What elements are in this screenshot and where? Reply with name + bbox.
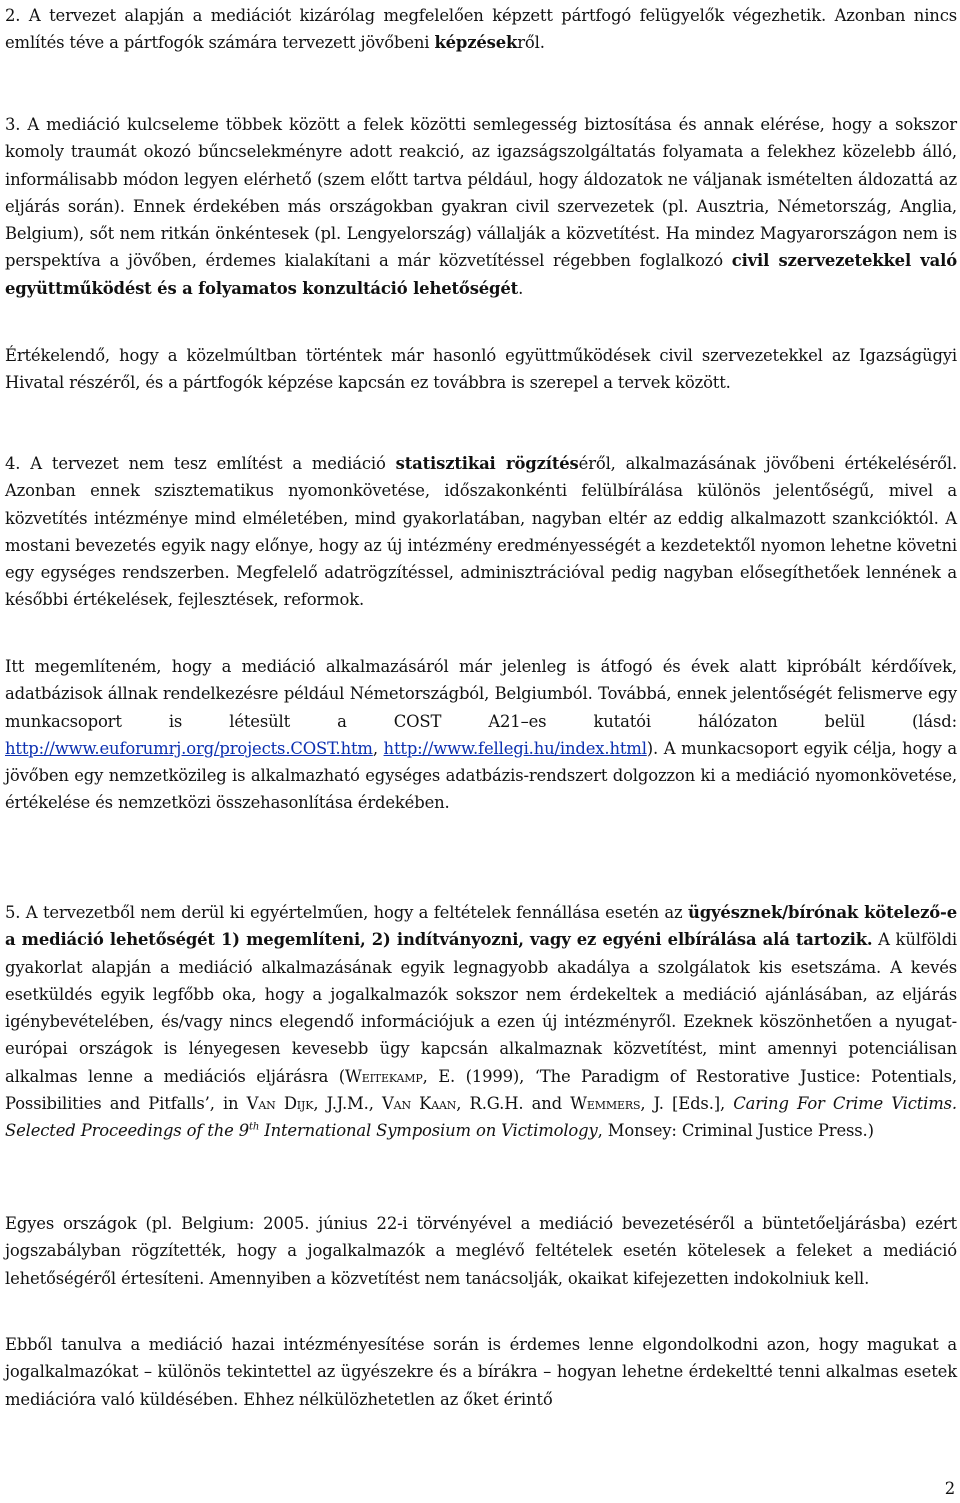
paragraph-4-continued: Itt megemlíteném, hogy a mediáció alkalmazásáról már jelenleg is átfogó és évek alatt kipróbált kérdőívek, adatbázisok állnak rendelkezésre például Németországból, Belgiumból. Továbbá, ennek jelentőségét felismerve egy munkacsoport is létesült a COST A21–es kutatói hálózaton belül (lásd: http://www.euforumrj.org/projects.COST.htm, http://www.fellegi.hu/index.html). A munkacsoport egyik célja, hogy a jövőben egy nemzetközileg is alkalmazható egységes adatbázis-rendszert dolgozzon ki a mediáció nyomonkövetése, értékelése és nemzetközi összehasonlítása érdekében. <box>5 657 957 813</box>
author-name: Weitekamp <box>345 1066 423 1086</box>
paragraph-4: 4. A tervezet nem tesz említést a mediáció statisztikai rögzítéséről, alkalmazásának jövőbeni értékeléséről. Azonban ennek szisztematikus nyomonkövetése, időszakonkénti felülbírálása különös jelentőségű, mivel a közvetítés intézménye mind elméletében, mind gyakorlatában, nagyban eltér az eddig alkalmazott szankcióktól. A mostani bevezetés egyik nagy előnye, hogy az új intézmény eredményességét a kezdetektől nyomon lehetne követni egy egységes rendszerben. Megfelelő adatrögzítéssel, adminisztrációval pedig nagyban elősegíthetőek lennének a későbbi értékelések, fejlesztések, reformok. <box>5 454 958 610</box>
author-name: Van Kaan <box>381 1094 457 1114</box>
author-name: Van Dijk <box>246 1094 314 1114</box>
bold-phrase: képzések <box>434 33 518 53</box>
book-title: Caring For Crime Victims. Selected Proceedings of the 9th International Symposium on Victimology <box>5 1094 957 1141</box>
paragraph-3-continued: Értékelendő, hogy a közelmúltban történtek már hasonló együttműködések civil szervezetekkel az Igazságügyi Hivatal részéről, és a pártfogók képzése kapcsán ez továbbra is szerepel a tervek között. <box>5 346 957 393</box>
bold-phrase: civil szervezetekkel való együttműködést és a folyamatos konzultáció lehetőségét <box>5 251 957 298</box>
link-euforumrj[interactable]: http://www.euforumrj.org/projects.COST.htm <box>5 738 373 758</box>
paragraph-3: 3. A mediáció kulcseleme többek között a felek közötti semlegesség biztosítása és annak elérése, hogy a sokszor komoly traumát okozó bűncselekményre adott reakció, az igazságszolgáltatás folyamata a felekhez közelebb álló, informálisabb módon legyen elérhető (szem előtt tartva például, hogy áldozatok ne váljanak ismételten áldozattá az eljárás során). Ennek érdekében más országokban gyakran civil szervezetek (pl. Ausztria, Németország, Anglia, Belgium), sőt nem ritkán önkéntesek (pl. Lengyelország) vállalják a közvetítést. Ha mindez Magyarországon nem is perspektíva a jövőben, érdemes kialakítani a már közvetítéssel régebben foglalkozó civil szervezetekkel való együttműködést és a folyamatos konzultáció lehetőségét. <box>5 115 957 298</box>
bold-phrase: ügyésznek/bírónak kötelező-e a mediáció lehetőségét 1) megemlíteni, 2) indítványozni, vagy ez egyéni elbírálása alá tartozik. <box>5 903 957 950</box>
paragraph-2: 2. A tervezet alapján a mediációt kizárólag megfelelően képzett pártfogó felügyelők végezhetik. Azonban nincs említés téve a pártfogók számára tervezett jövőbeni képzésekről. <box>5 6 957 53</box>
paragraph-5-continued: Egyes országok (pl. Belgium: 2005. június 22-i törvényével a mediáció bevezetéséről a büntetőeljárásba) ezért jogszabályban rögzítették, hogy a jogalkalmazók a meglévő feltételek esetén kötelesek a feleket a mediáció lehetőségéről értesíteni. Amennyiben a közvetítést nem tanácsolják, okaikat kifejezetten indokolniuk kell. <box>5 1214 957 1288</box>
link-fellegi[interactable]: http://www.fellegi.hu/index.html <box>383 738 647 758</box>
paragraph-5: 5. A tervezetből nem derül ki egyértelműen, hogy a feltételek fennállása esetén az ügyésznek/bírónak kötelező-e a mediáció lehetőségét 1) megemlíteni, 2) indítványozni, vagy ez egyéni elbírálása alá tartozik. A külföldi gyakorlat alapján a mediáció alkalmazásának egyik legnagyobb akadálya a szolgálatok kis esetszáma. A kevés esetküldés egyik legfőbb oka, hogy a jogalkalmazók sokszor nem érdekeltek a mediáció ajánlásában, az eljárás igénybevételében, és/vagy nincs elegendő információjuk a ezen új intézményről. Ezeknek köszönhetően a nyugat-európai országok is lényegesen kevesebb ügy kapcsán alkalmaznak közvetítést, mint amennyi potenciálisan alkalmas lenne a mediációs eljárásra (Weitekamp, E. (1999), ‘The Paradigm of Restorative Justice: Potentials, Possibilities and Pitfalls’, in Van Dijk, J.J.M., Van Kaan, R.G.H. and Wemmers, J. [Eds.], Caring For Crime Victims. Selected Proceedings of the 9th International Symposium on Victimology, Monsey: Criminal Justice Press.) <box>5 903 957 1141</box>
author-name: Wemmers <box>570 1094 641 1114</box>
paragraph-5-final: Ebből tanulva a mediáció hazai intézményesítése során is érdemes lenne elgondolkodni azon, hogy magukat a jogalkalmazókat – különös tekintettel az ügyészekre és a bírákra – hogyan lehetne érdekeltté tenni alkalmas esetek mediációra való küldésében. Ehhez nélkülözhetetlen az őket érintő <box>5 1335 957 1409</box>
bold-phrase: statisztikai rögzítés <box>395 454 579 473</box>
page-number: 2 <box>944 1479 955 1498</box>
